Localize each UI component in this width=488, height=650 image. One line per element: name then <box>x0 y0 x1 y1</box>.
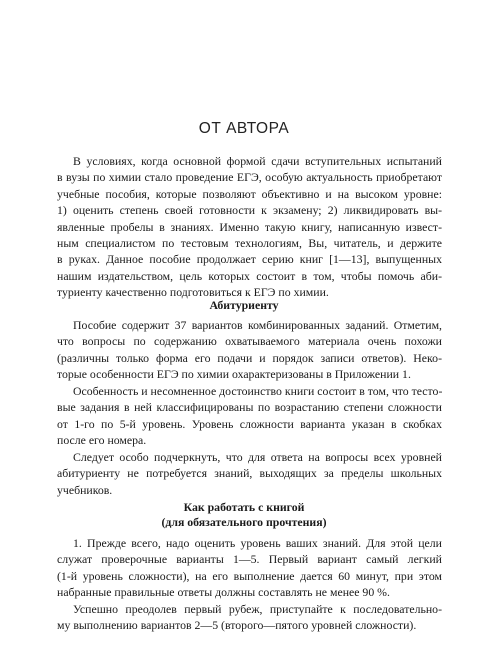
text-line: В условиях, когда основной формой сдачи вступительных испытаний <box>73 154 442 168</box>
section1-paragraph-1 <box>57 317 442 383</box>
page-title: ОТ АВТОРА <box>198 120 290 137</box>
text-line: учебные пособия, которые позволяют объективно и на высоком уровне: <box>57 186 442 201</box>
text-line: в руках. Данное пособие продолжает серию книг [1—13], выпущенных <box>57 252 442 267</box>
text-line: после его номера. <box>57 433 147 448</box>
text-line: туриенту качественно подготовиться к ЕГЭ по химии. <box>57 285 329 300</box>
section-heading-abiturient: Абитуриенту <box>209 298 279 312</box>
text-line: му выполнению вариантов 2—5 (второго—пятого уровней сложности). <box>57 618 417 633</box>
text-line: учебников. <box>57 482 113 497</box>
section1-paragraph-2 <box>57 383 442 449</box>
text-line: вые задания в ней классифицированы по возрастанию степени сложности <box>57 400 442 415</box>
section-subheading-mandatory: (для обязательного прочтения) <box>161 515 327 529</box>
text-line: от 1-го по 5-й уровень. Уровень сложности варианта указан в скобках <box>57 416 442 431</box>
text-line: набранные правильные ответы должны составлять не менее 90 %. <box>57 585 390 600</box>
text-line: ным специалистом по тестовым технологиям, Вы, читатель, и держите <box>57 236 442 251</box>
text-line: явленные пробелы в знаниях. Именно такую книгу, написанную извест- <box>57 219 442 234</box>
text-line: торые особенности ЕГЭ по химии охарактеризованы в Приложении 1. <box>57 367 411 382</box>
intro-paragraph <box>57 153 442 301</box>
text-line: Успешно преодолев первый рубеж, приступайте к последовательно- <box>73 602 442 616</box>
text-line: нашим издательством, цель которых состоит в том, чтобы помочь аби- <box>57 268 442 283</box>
text-line: Следует особо подчеркнуть, что для ответа на вопросы всех уровней <box>73 450 442 464</box>
section1-paragraph-3 <box>57 449 442 498</box>
text-line: абитуриенту не потребуется знаний, выходящих за пределы школьных <box>57 466 442 481</box>
text-line: служат проверочные варианты 1—5. Первый вариант самый легкий <box>57 552 442 567</box>
section2-paragraph-2 <box>57 601 442 634</box>
section-heading-how-to-work: Как работать с книгой <box>183 500 305 514</box>
text-line: 1) оценить степень своей готовности к экзамену; 2) ликвидировать вы- <box>57 203 442 218</box>
text-line: что вопросы по содержанию охватываемого материала очень похожи <box>57 334 442 349</box>
section2-paragraph-1 <box>57 535 442 601</box>
text-line: Особенность и несомненное достоинство книги состоит в том, что тесто- <box>73 384 443 398</box>
text-line: (1-й уровень сложности), на его выполнение дается 60 минут, при этом <box>57 568 442 583</box>
text-line: в вузы по химии стало проведение ЕГЭ, особую актуальность приобретают <box>57 170 442 185</box>
text-line: Пособие содержит 37 вариантов комбинированных заданий. Отметим, <box>73 318 442 332</box>
text-line: 1. Прежде всего, надо оценить уровень ваших знаний. Для этой цели <box>73 536 442 550</box>
text-line: (различны только форма его подачи и порядок записи ответов). Неко- <box>57 350 442 365</box>
